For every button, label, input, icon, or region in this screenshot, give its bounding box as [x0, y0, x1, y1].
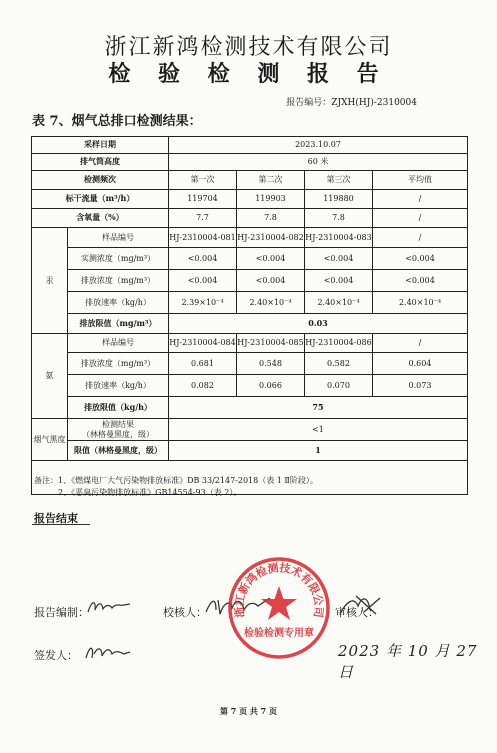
hg-emission-3: <0.004 [305, 270, 373, 292]
hg-emission-avg: <0.004 [373, 270, 468, 292]
signature-signed [84, 640, 132, 664]
company-name: 浙江新鸿检测技术有限公司 [104, 35, 393, 60]
blackness-result-label-line1: 检测结果 [102, 420, 134, 430]
hg-rate-3: 2.40×10⁻⁴ [305, 292, 373, 314]
hg-sample-label: 样品编号 [68, 228, 169, 248]
hg-sample-1: HJ-2310004-081 [169, 228, 237, 248]
hg-sample-3: HJ-2310004-083 [305, 228, 373, 248]
hg-emission-2: <0.004 [237, 270, 305, 292]
oxygen-3: 7.8 [305, 209, 373, 228]
nh3-emission-avg: 0.604 [373, 353, 468, 375]
nh3-sample-label: 样品编号 [68, 334, 169, 353]
sampling-date-label: 采样日期 [32, 137, 169, 154]
table-title: 表 7、烟气总排口检测结果： [32, 114, 202, 129]
prepared-by-label: 报告编制： [34, 606, 89, 619]
nh3-limit-label: 排放限值（kg/h） [68, 397, 169, 419]
blackness-label: 烟气黑度 [32, 419, 68, 461]
table-row [32, 419, 468, 441]
nh3-limit: 75 [169, 397, 468, 419]
signature-prepared [86, 596, 132, 618]
table-row [32, 228, 468, 248]
table-row [32, 137, 468, 154]
oxygen-avg: / [373, 209, 468, 228]
hg-rate-avg: 2.40×10⁻⁴ [373, 292, 468, 314]
nh3-rate-avg: 0.073 [373, 375, 468, 397]
freq-1: 第一次 [169, 171, 237, 190]
hg-measured-2: <0.004 [237, 248, 305, 270]
svg-text:浙江新鸿检测技术有限公司: 浙江新鸿检测技术有限公司 [232, 561, 326, 619]
table-row [32, 441, 468, 461]
table-row [32, 334, 468, 353]
nh3-rate-2: 0.066 [237, 375, 305, 397]
sign-date: 2023 年 10 月 27 日 [338, 642, 478, 681]
nh3-rate-label: 排放速率（kg/h） [68, 375, 169, 397]
blackness-result-label-line2: （林格曼黑度，级） [82, 429, 154, 439]
average-label: 平均值 [373, 171, 468, 190]
nh3-sample-1: HJ-2310004-084 [169, 334, 237, 353]
note-1: 备注：1、《燃煤电厂大气污染物排放标准》DB 33/2147-2018（表 1 Ⅱ阶段）。 [34, 476, 318, 485]
note-2: 2、《恶臭污染物排放标准》GB14554-93（表 2）。 [58, 488, 242, 497]
nh3-sample-2: HJ-2310004-085 [237, 334, 305, 353]
hg-rate-1: 2.39×10⁻⁴ [169, 292, 237, 314]
svg-text:检验检测专用章: 检验检测专用章 [244, 628, 314, 639]
nh3-emission-label: 排放浓度（mg/m³） [68, 353, 169, 375]
table-row [32, 248, 468, 270]
table-row [32, 353, 468, 375]
hg-emission-label: 排放浓度（mg/m³） [68, 270, 169, 292]
table-row [32, 270, 468, 292]
nh3-emission-2: 0.548 [237, 353, 305, 375]
nh3-rate-1: 0.082 [169, 375, 237, 397]
stack-height: 60 米 [169, 154, 468, 171]
hg-limit-label: 排放限值（mg/m³） [68, 314, 169, 334]
blackness-result-label [68, 419, 169, 441]
blackness-result: <1 [169, 419, 468, 441]
company-seal [227, 556, 331, 660]
table-row [32, 375, 468, 397]
freq-2: 第二次 [237, 171, 305, 190]
flow-2: 119903 [237, 190, 305, 209]
hg-emission-1: <0.004 [169, 270, 237, 292]
page-number: 第 7 页 共 7 页 [219, 706, 278, 716]
hg-rate-2: 2.40×10⁻⁴ [237, 292, 305, 314]
checked-by-label: 校核人： [163, 606, 207, 619]
frequency-label: 检测频次 [32, 171, 169, 190]
nh3-rate-3: 0.070 [305, 375, 373, 397]
oxygen-1: 7.7 [169, 209, 237, 228]
hg-limit: 0.03 [169, 314, 468, 334]
table-row [32, 314, 468, 334]
flow-avg: / [373, 190, 468, 209]
nh3-sample-avg: / [373, 334, 468, 353]
report-end-underline [32, 524, 90, 525]
report-number: 报告编号：ZJXH(HJ)-2310004 [286, 98, 417, 108]
flow-label: 标干流量（m³/h） [32, 190, 169, 209]
blackness-limit-label: 限值（林格曼黑度，级） [68, 441, 169, 461]
flow-1: 119704 [169, 190, 237, 209]
hg-sample-avg: / [373, 228, 468, 248]
report-title: 检 验 检 测 报 告 [108, 61, 389, 87]
hg-measured-label: 实测浓度（mg/m³） [68, 248, 169, 270]
ammonia-label: 氨 [32, 334, 68, 419]
oxygen-2: 7.8 [237, 209, 305, 228]
approved-by-label: 审核人： [335, 606, 379, 619]
flow-3: 119880 [305, 190, 373, 209]
nh3-sample-3: HJ-2310004-086 [305, 334, 373, 353]
signature-approved [336, 592, 382, 618]
table-row [32, 292, 468, 314]
sampling-date: 2023.10.07 [169, 137, 468, 154]
blackness-limit: 1 [169, 441, 468, 461]
hg-rate-label: 排放速率（kg/h） [68, 292, 169, 314]
notes [34, 475, 318, 499]
nh3-emission-1: 0.681 [169, 353, 237, 375]
hg-sample-2: HJ-2310004-082 [237, 228, 305, 248]
hg-measured-1: <0.004 [169, 248, 237, 270]
table-row [32, 209, 468, 228]
results-table [31, 136, 468, 495]
hg-measured-avg: <0.004 [373, 248, 468, 270]
nh3-emission-3: 0.582 [305, 353, 373, 375]
table-row [32, 397, 468, 419]
hg-measured-3: <0.004 [305, 248, 373, 270]
oxygen-label: 含氧量（%） [32, 209, 169, 228]
table-row [32, 190, 468, 209]
report-end: 报告结束 [34, 512, 78, 525]
signed-by-label: 签发人： [34, 649, 78, 662]
mercury-label: 汞 [32, 228, 68, 334]
freq-3: 第三次 [305, 171, 373, 190]
table-row [32, 154, 468, 171]
table-row [32, 171, 468, 190]
stack-height-label: 排气筒高度 [32, 154, 169, 171]
